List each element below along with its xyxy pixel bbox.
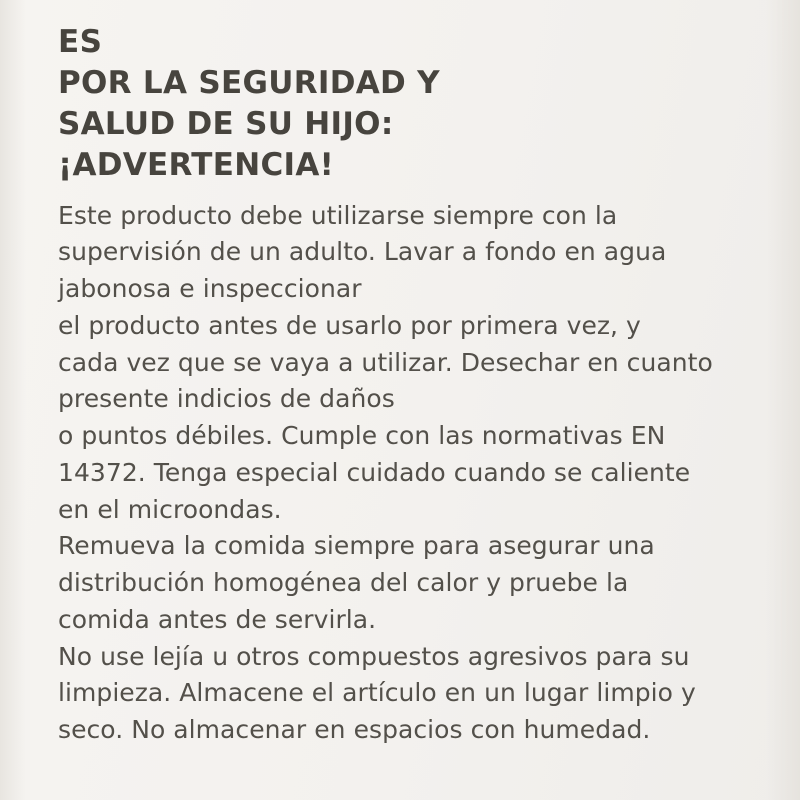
paragraph-line: o puntos débiles. Cumple con las normativas EN bbox=[58, 421, 666, 451]
warning-heading-line-3: ¡ADVERTENCIA! bbox=[58, 146, 335, 183]
paragraph-line: jabonosa e inspeccionar bbox=[58, 274, 362, 304]
warning-heading-block bbox=[58, 22, 754, 186]
paragraph-line: seco. No almacenar en espacios con humedad. bbox=[58, 715, 651, 745]
paragraph-supervision bbox=[58, 198, 754, 308]
paragraph-heating bbox=[58, 528, 754, 638]
language-code: ES bbox=[58, 24, 103, 60]
paragraph-line: el producto antes de usarlo por primera vez, y bbox=[58, 310, 641, 340]
paragraph-line: limpieza. Almacene el artículo en un lugar limpio y bbox=[58, 678, 696, 708]
paragraph-inspection bbox=[58, 308, 754, 418]
paragraph-line: No use lejía u otros compuestos agresivos para su bbox=[58, 641, 690, 671]
paragraph-line: cada vez que se vaya a utilizar. Desechar en cuanto bbox=[58, 347, 713, 377]
paragraph-line: distribución homogénea del calor y pruebe la bbox=[58, 568, 629, 598]
paragraph-line: comida antes de servirla. bbox=[58, 604, 377, 634]
paragraph-line: 14372. Tenga especial cuidado cuando se caliente bbox=[58, 457, 691, 487]
label-content bbox=[58, 22, 754, 749]
paragraph-cleaning bbox=[58, 639, 754, 749]
paragraph-line: supervisión de un adulto. Lavar a fondo en agua bbox=[58, 237, 667, 267]
paragraph-line: en el microondas. bbox=[58, 494, 282, 524]
warning-heading-line-2: SALUD DE SU HIJO: bbox=[58, 105, 394, 142]
warning-heading-line-1: POR LA SEGURIDAD Y bbox=[58, 64, 440, 101]
paragraph-standard bbox=[58, 418, 754, 528]
paragraph-line: presente indicios de daños bbox=[58, 384, 395, 414]
paragraph-line: Remueva la comida siempre para asegurar una bbox=[58, 531, 655, 561]
paragraph-line: Este producto debe utilizarse siempre con la bbox=[58, 200, 618, 230]
